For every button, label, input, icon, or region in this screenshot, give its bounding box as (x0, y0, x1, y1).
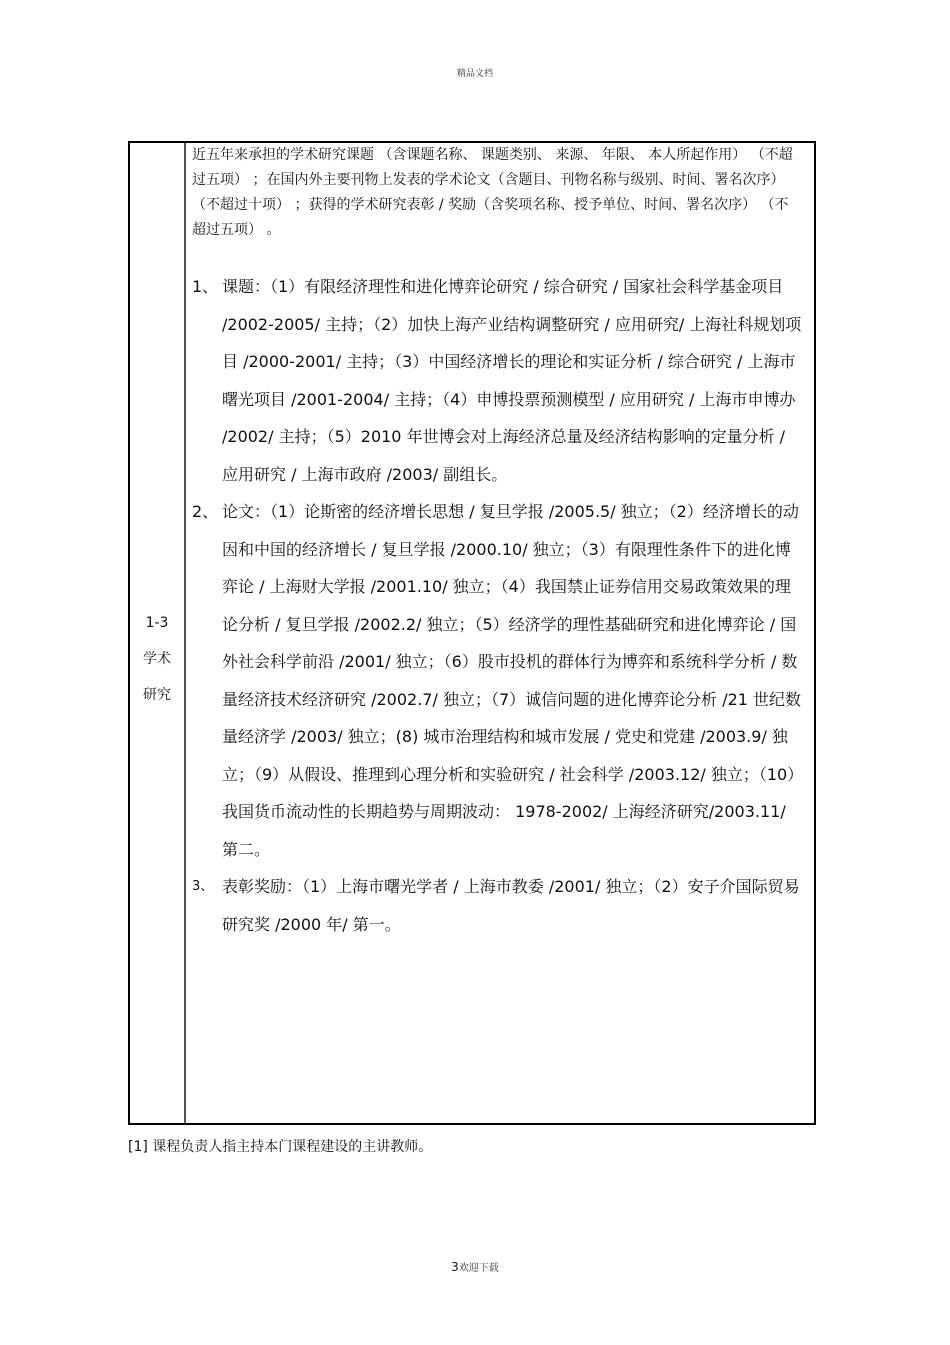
footer-label: 欢迎下载 (458, 1263, 499, 1274)
section-title-line2: 研究 (143, 687, 171, 703)
item-number: 3、 (192, 879, 214, 894)
page-number: 3 (451, 1260, 459, 1274)
section-label-cell (130, 143, 186, 1123)
item-text: 表彰奖励：（1）上海市曙光学者 / 上海市教委 /2001/ 独立；（2）安子介国际贸易研究奖 /2000 年/ 第一。 (222, 877, 800, 934)
page-header (0, 66, 950, 79)
instructions-text: 近五年来承担的学术研究课题 （含课题名称、 课题类别、 来源、 年限、 本人所起作用） （不超过五项） ；在国内外主要刊物上发表的学术论文（含题目、刊物名称与级别、时间、署名次序） （不超过十项） ；获得的学术研究表彰 / 奖励（含奖项名称、授予单位、时间、署名次序） （不超过五项） 。 (192, 147, 793, 238)
header-label: 精品文档 (456, 69, 493, 79)
list-item-awards (192, 868, 804, 943)
form-table (128, 141, 816, 1125)
item-text: 课题：（1）有限经济理性和进化博弈论研究 / 综合研究 / 国家社会科学基金项目 /2002-2005/ 主持；（2）加快上海产业结构调整研究 / 应用研究/ 上海社科规划项目 /2000-2001/ 主持；（3）中国经济增长的理论和实证分析 / 综合研究 / 上海市曙光项目 /2001-2004/ 主持；（4）申博投票预测模型 / 应用研究 / 上海市申博办 /2002/ 主持；（5）2010 年世博会对上海经济总量及经济结构影响的定量分析 / 应用研究 / 上海市政府 /2003/ 副组长。 (222, 277, 802, 484)
item-number: 2、 (192, 502, 219, 521)
section-content-cell (192, 143, 804, 943)
footnote: [1] 课程负责人指主持本门课程建设的主讲教师。 (128, 1139, 433, 1155)
item-list (192, 268, 804, 943)
section-title-line1: 学术 (143, 651, 171, 667)
section-number: 1-3 (145, 615, 169, 631)
list-item-papers (192, 493, 804, 868)
list-item-projects (192, 268, 804, 493)
item-number: 1、 (192, 277, 219, 296)
item-text: 论文：（1）论斯密的经济增长思想 / 复旦学报 /2005.5/ 独立；（2）经济增长的动因和中国的经济增长 / 复旦学报 /2000.10/ 独立；（3）有限理性条件下的进化博弈论 / 上海财大学报 /2001.10/ 独立；（4）我国禁止证券信用交易政策效果的理论分析 / 复旦学报 /2002.2/ 独立；（5）经济学的理性基础研究和进化博弈论 / 国外社会科学前沿 /2001/ 独立；（6）股市投机的群体行为博弈和系统科学分析 / 数量经济技术经济研究 /2002.7/ 独立；（7）诚信问题的进化博弈论分析 /21 世纪数量经济学 /2003/ 独立；(8) 城市治理结构和城市发展 / 党史和党建 /2003.9/ 独立；（9）从假设、推理到心理分析和实验研究 / 社会科学 /2003.12/ 独立；（10）我国货币流动性的长期趋势与周期波动： 1978-2002/ 上海经济研究/2003.11/ 第二。 (222, 502, 804, 859)
section-label (130, 605, 184, 713)
page-footer (0, 1259, 950, 1274)
